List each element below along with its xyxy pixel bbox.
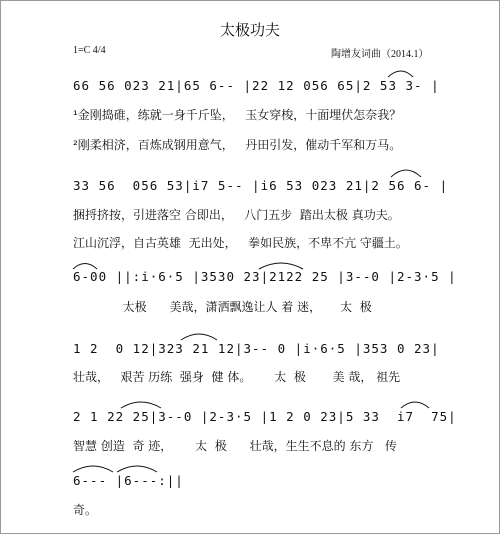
music-line-6: 6--- |6---:|| [73, 473, 184, 488]
lyric-line-2: ²刚柔相济，百炼成钢用意气， 丹田引发，催动千军和万马。 [73, 138, 402, 152]
song-title: 太极功夫 [219, 21, 280, 39]
slur-arc [401, 402, 429, 408]
slur-arc [391, 170, 421, 177]
lyric-line-8: 奇。 [73, 503, 98, 517]
slur-arc [121, 402, 161, 408]
lyric-line-4: 江山沉浮，自古英雄 无出处， 拳如民族，不卑不亢 守疆土。 [73, 236, 408, 250]
composer-credit: 陶增友词曲（2014.1） [331, 49, 429, 60]
slur-arc [73, 466, 113, 472]
slur-arc [117, 466, 157, 472]
key-signature: 1=C 4/4 [73, 45, 106, 56]
music-line-5: 2 1 22 25|3--0 |2-3·5 |1 2 0 23|5 33 i7 75| [73, 409, 457, 424]
slur-arc [181, 334, 217, 340]
lyric-line-6: 壮哉， 艰苦 历练 强身 健 体。 太 极 美 哉， 祖先 [73, 370, 401, 384]
music-line-3: 6-00 ||:i·6·5 |3530 23|2122 25 |3--0 |2-3·5 | [73, 269, 457, 284]
music-line-1: 66 56 023 21|65 6-- |22 12 056 65|2 53 3- | [73, 78, 440, 93]
lyric-line-1: ¹金刚捣碓，练就一身千斤坠， 玉女穿梭，十面埋伏怎奈我？ [73, 108, 402, 122]
lyric-line-5: 太极 美哉，潇洒飘逸让人 着 迷， 太 极 [73, 300, 372, 314]
slur-arc [388, 71, 413, 77]
lyric-line-7: 智慧 创造 奇 迹， 太 极 壮哉，生生不息的 东方 传 [73, 439, 397, 453]
music-line-4: 1 2 0 12|323 21 12|3-- 0 |i·6·5 |353 0 23| [73, 341, 440, 356]
music-line-2: 33 56 056 53|i7 5-- |i6 53 023 21|2 56 6- | [73, 178, 449, 193]
lyric-line-3: 捆捋挤按，引进落空 合即出， 八门五步 踏出太极 真功夫。 [73, 208, 400, 222]
